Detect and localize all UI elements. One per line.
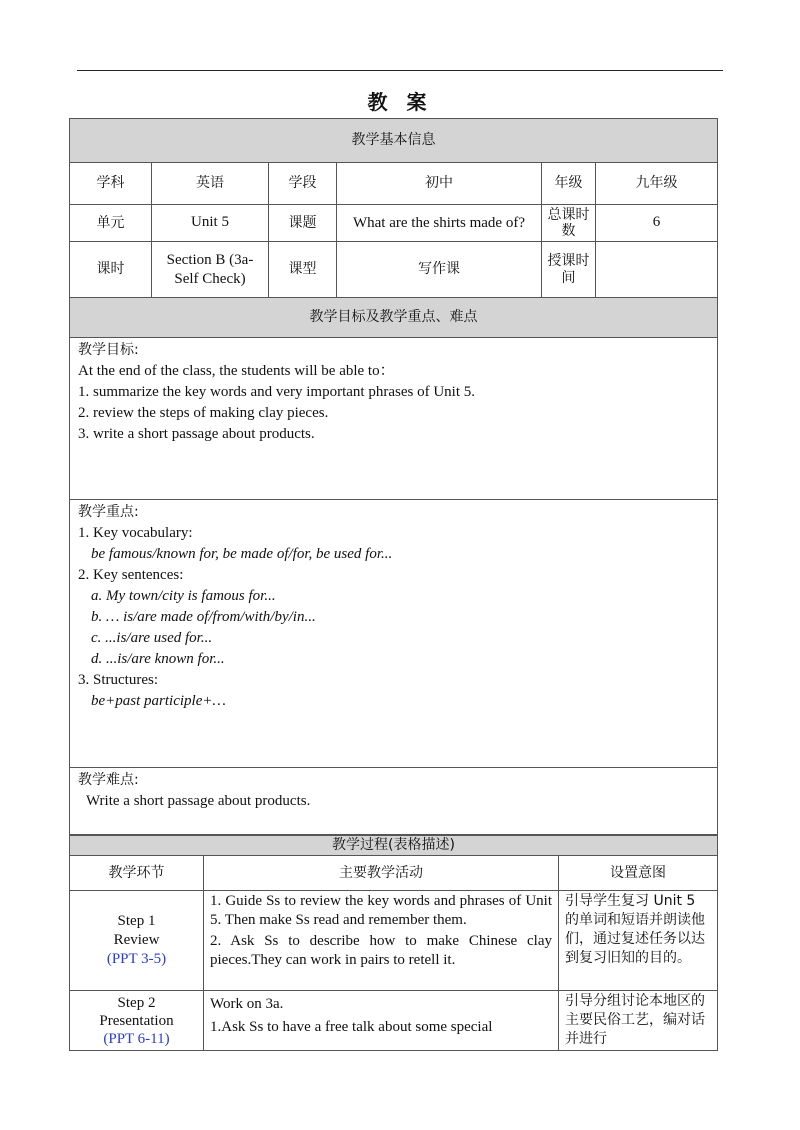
difficult-heading: 教学难点:: [78, 772, 139, 788]
lesson-type-value: 写作课: [337, 242, 542, 298]
key-points-line: be famous/known for, be made of/for, be used for...: [91, 546, 393, 562]
teaching-time-value: [596, 242, 718, 298]
step-1-activities: [204, 891, 559, 991]
difficult-text: Write a short passage about products.: [86, 793, 311, 809]
key-points-line: 2. Key sentences:: [78, 567, 184, 583]
teaching-goals-cell: [70, 338, 718, 500]
stage-value: 初中: [337, 163, 542, 205]
step-1-cell: [70, 891, 204, 991]
key-points-heading: 教学重点:: [78, 504, 139, 520]
step-2-activity: 1.Ask Ss to have a free talk about some special: [210, 1019, 493, 1035]
step-1-sub: Review: [113, 932, 160, 948]
key-points-cell: [70, 500, 718, 768]
step-1-ppt: (PPT 3-5): [106, 951, 167, 967]
subject-value: 英语: [152, 163, 269, 205]
process-header-stage: 教学环节: [70, 856, 204, 891]
difficult-points-cell: [70, 768, 718, 835]
key-points-line: 1. Key vocabulary:: [78, 525, 193, 541]
grade-label: 年级: [542, 163, 596, 205]
step-2-intent: 引导分组讨论本地区的主要民俗工艺，编对话并进行: [559, 991, 718, 1051]
key-points-line: c. ...is/are used for...: [91, 630, 213, 646]
step-1-name: Step 1: [117, 913, 156, 929]
unit-label: 单元: [70, 205, 152, 242]
top-rule: [77, 70, 723, 71]
goals-intro: At the end of the class, the students will be able to：: [78, 363, 395, 379]
step-2-activity: Work on 3a.: [210, 996, 284, 1012]
step-1-activity: 2. Ask Ss to describe how to make Chinese clay pieces.They can work in pairs to retell it.: [210, 933, 552, 968]
section-basic-info: 教学基本信息: [70, 119, 718, 163]
total-periods-value: 6: [596, 205, 718, 242]
period-label: 课时: [70, 242, 152, 298]
topic-value: What are the shirts made of?: [337, 205, 542, 242]
process-header-activities: 主要教学活动: [204, 856, 559, 891]
teaching-time-label: 授课时间: [542, 242, 596, 298]
step-1-intent: 引导学生复习 Unit 5 的单词和短语并朗读他们，通过复述任务以达到复习旧知的目的。: [559, 891, 718, 991]
grade-value: 九年级: [596, 163, 718, 205]
process-header-intent: 设置意图: [559, 856, 718, 891]
step-1-activity: 1. Guide Ss to review the key words and phrases of Unit 5. Then make Ss read and remember them.: [210, 893, 552, 928]
step-2-name: Step 2: [117, 994, 156, 1011]
unit-value: Unit 5: [152, 205, 269, 242]
key-points-line: a. My town/city is famous for...: [91, 588, 276, 604]
key-points-line: be+past participle+…: [91, 693, 226, 709]
key-points-line: 3. Structures:: [78, 672, 158, 688]
process-table: [69, 835, 718, 1051]
period-value: Section B (3a-Self Check): [152, 242, 269, 298]
step-2-activities: [204, 991, 559, 1051]
topic-label: 课题: [269, 205, 337, 242]
step-2-cell: [70, 991, 204, 1051]
subject-label: 学科: [70, 163, 152, 205]
basic-info-table: [69, 118, 718, 835]
step-2-ppt: (PPT 6-11): [103, 1030, 170, 1047]
total-periods-label: 总课时数: [542, 205, 596, 242]
goal-item: 3. write a short passage about products.: [78, 426, 315, 442]
page-title: 教 案: [367, 90, 433, 114]
goals-heading: 教学目标:: [78, 342, 139, 358]
stage-label: 学段: [269, 163, 337, 205]
goal-item: 2. review the steps of making clay pieces.: [78, 405, 329, 421]
step-2-sub: Presentation: [99, 1012, 174, 1029]
section-goals: 教学目标及教学重点、难点: [70, 298, 718, 338]
goal-item: 1. summarize the key words and very important phrases of Unit 5.: [78, 384, 475, 400]
section-process: 教学过程(表格描述): [70, 836, 718, 856]
lesson-type-label: 课型: [269, 242, 337, 298]
key-points-line: b. … is/are made of/from/with/by/in...: [91, 609, 316, 625]
key-points-line: d. ...is/are known for...: [91, 651, 225, 667]
